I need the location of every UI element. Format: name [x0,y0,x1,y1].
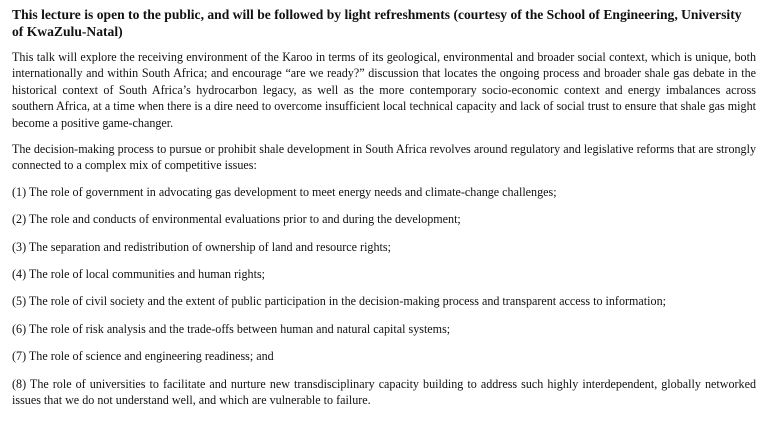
list-item: (4) The role of local communities and human rights; [12,267,266,282]
list-item: (6) The role of risk analysis and the trade-offs between human and natural capital systems; [12,321,451,336]
lecture-notice-heading: This lecture is open to the public, and will be followed by light refreshments (courtesy of the School of Engineering, University of KwaZulu-Natal) [12,7,742,39]
list-item: (7) The role of science and engineering readiness; and [12,349,274,364]
list-item: (2) The role and conducts of environmental evaluations prior to and during the development; [12,212,461,227]
list-item: (1) The role of government in advocating gas development to meet energy needs and climate-change challenges; [12,184,557,199]
issues-list [12,184,756,409]
list-item: (3) The separation and redistribution of ownership of land and resource rights; [12,239,391,254]
decision-making-paragraph: The decision-making process to pursue or prohibit shale development in South Africa revolves around regulatory and legislative reforms that are strongly connected to a complex mix of competitive issues: [12,142,756,173]
list-item: (8) The role of universities to facilitate and nurture new transdisciplinary capacity building to address such highly interdependent, globally networked issues that we do not understand well, and which are vulnerable to failure. [12,376,756,408]
talk-description-paragraph: This talk will explore the receiving environment of the Karoo in terms of its geological, environmental and broader social context, which is unique, both internationally and within South Africa; and encourage “are we ready?” discussion that locates the ongoing process and broader shale gas debate in the historical context of South Africa’s hydrocarbon legacy, as well as the more contemporary socio-economic context and energy imbalances across southern Africa, at a time when there is a dire need to overcome insufficient local technical capacity and lack of social trust to ensure that shale gas might become a positive game-changer. [12,50,756,130]
list-item: (5) The role of civil society and the extent of public participation in the decision-making process and transparent access to information; [12,294,666,309]
